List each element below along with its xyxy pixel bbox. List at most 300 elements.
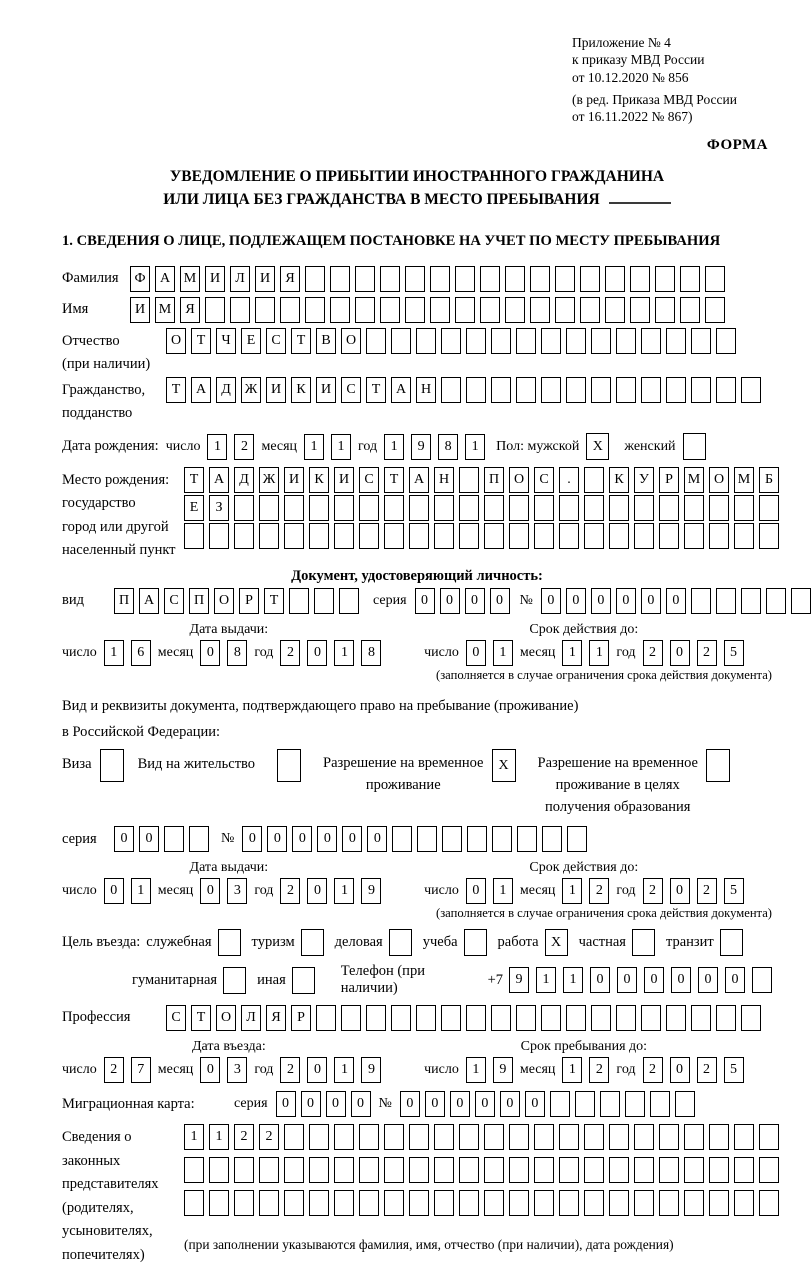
char-box[interactable]: [534, 1157, 554, 1183]
char-box[interactable]: 2: [280, 640, 300, 666]
char-box[interactable]: [301, 929, 324, 956]
char-box[interactable]: 2: [259, 1124, 279, 1150]
char-box[interactable]: [559, 1124, 579, 1150]
char-box[interactable]: 0: [200, 1057, 220, 1083]
char-box[interactable]: [259, 495, 279, 521]
char-box[interactable]: М: [734, 467, 754, 493]
char-box[interactable]: [255, 297, 275, 323]
char-box[interactable]: 0: [644, 967, 664, 993]
char-box[interactable]: Т: [366, 377, 386, 403]
char-box[interactable]: [409, 495, 429, 521]
char-box[interactable]: 0: [104, 878, 124, 904]
char-box[interactable]: О: [709, 467, 729, 493]
char-box[interactable]: [289, 588, 309, 614]
char-box[interactable]: [430, 297, 450, 323]
char-box[interactable]: 0: [465, 588, 485, 614]
char-box[interactable]: 0: [415, 588, 435, 614]
char-box[interactable]: [591, 328, 611, 354]
char-box[interactable]: [355, 297, 375, 323]
char-box[interactable]: С: [166, 1005, 186, 1031]
char-box[interactable]: [650, 1091, 670, 1117]
char-box[interactable]: С: [341, 377, 361, 403]
char-box[interactable]: [516, 1005, 536, 1031]
char-box[interactable]: [359, 495, 379, 521]
char-box[interactable]: 1: [562, 878, 582, 904]
char-box[interactable]: К: [309, 467, 329, 493]
char-box[interactable]: 0: [466, 878, 486, 904]
char-box[interactable]: 5: [724, 640, 744, 666]
char-box[interactable]: [416, 328, 436, 354]
char-box[interactable]: [441, 1005, 461, 1031]
char-box[interactable]: Р: [659, 467, 679, 493]
char-box[interactable]: 0: [590, 967, 610, 993]
char-box[interactable]: [630, 297, 650, 323]
char-box[interactable]: Т: [191, 328, 211, 354]
char-box[interactable]: [659, 1190, 679, 1216]
char-box[interactable]: 0: [307, 878, 327, 904]
char-box[interactable]: Я: [180, 297, 200, 323]
char-box[interactable]: 1: [493, 640, 513, 666]
char-box[interactable]: 9: [361, 878, 381, 904]
char-box[interactable]: [309, 1157, 329, 1183]
char-box[interactable]: [230, 297, 250, 323]
char-box[interactable]: Л: [230, 266, 250, 292]
char-box[interactable]: [741, 377, 761, 403]
char-box[interactable]: [632, 929, 655, 956]
char-box[interactable]: [766, 588, 786, 614]
char-box[interactable]: [277, 749, 301, 782]
char-box[interactable]: 9: [509, 967, 529, 993]
char-box[interactable]: [434, 1190, 454, 1216]
char-box[interactable]: 1: [104, 640, 124, 666]
char-box[interactable]: 0: [541, 588, 561, 614]
char-box[interactable]: [492, 826, 512, 852]
char-box[interactable]: [259, 1190, 279, 1216]
char-box[interactable]: [464, 929, 487, 956]
char-box[interactable]: 0: [440, 588, 460, 614]
char-box[interactable]: [734, 523, 754, 549]
char-box[interactable]: [666, 1005, 686, 1031]
char-box[interactable]: [384, 1190, 404, 1216]
char-box[interactable]: П: [484, 467, 504, 493]
char-box[interactable]: [189, 826, 209, 852]
char-box[interactable]: [709, 495, 729, 521]
char-box[interactable]: [605, 266, 625, 292]
char-box[interactable]: [209, 1190, 229, 1216]
char-box[interactable]: [234, 523, 254, 549]
char-box[interactable]: [680, 297, 700, 323]
char-box[interactable]: [734, 1157, 754, 1183]
char-box[interactable]: [555, 297, 575, 323]
char-box[interactable]: [706, 749, 730, 782]
char-box[interactable]: 2: [589, 878, 609, 904]
char-box[interactable]: [330, 297, 350, 323]
char-box[interactable]: [534, 495, 554, 521]
char-box[interactable]: 0: [367, 826, 387, 852]
char-box[interactable]: 2: [104, 1057, 124, 1083]
char-box[interactable]: М: [684, 467, 704, 493]
char-box[interactable]: [609, 523, 629, 549]
char-box[interactable]: [559, 1190, 579, 1216]
char-box[interactable]: [484, 1124, 504, 1150]
char-box[interactable]: [584, 1124, 604, 1150]
char-box[interactable]: 0: [566, 588, 586, 614]
char-box[interactable]: 0: [139, 826, 159, 852]
char-box[interactable]: [659, 523, 679, 549]
char-box[interactable]: О: [166, 328, 186, 354]
char-box[interactable]: [575, 1091, 595, 1117]
char-box[interactable]: Я: [280, 266, 300, 292]
char-box[interactable]: [634, 495, 654, 521]
char-box[interactable]: [416, 1005, 436, 1031]
char-box[interactable]: 0: [301, 1091, 321, 1117]
char-box[interactable]: [234, 495, 254, 521]
char-box[interactable]: [720, 929, 743, 956]
char-box[interactable]: 0: [641, 588, 661, 614]
char-box[interactable]: [409, 523, 429, 549]
char-box[interactable]: 0: [342, 826, 362, 852]
char-box[interactable]: [691, 1005, 711, 1031]
char-box[interactable]: [417, 826, 437, 852]
char-box[interactable]: [284, 523, 304, 549]
char-box[interactable]: Д: [234, 467, 254, 493]
char-box[interactable]: X: [492, 749, 516, 782]
char-box[interactable]: И: [334, 467, 354, 493]
char-box[interactable]: 1: [331, 434, 351, 460]
char-box[interactable]: [409, 1190, 429, 1216]
char-box[interactable]: [684, 1190, 704, 1216]
char-box[interactable]: А: [209, 467, 229, 493]
char-box[interactable]: [734, 495, 754, 521]
char-box[interactable]: [559, 1157, 579, 1183]
char-box[interactable]: А: [139, 588, 159, 614]
char-box[interactable]: [259, 523, 279, 549]
char-box[interactable]: [405, 297, 425, 323]
char-box[interactable]: 1: [304, 434, 324, 460]
char-box[interactable]: [434, 1157, 454, 1183]
char-box[interactable]: Т: [384, 467, 404, 493]
char-box[interactable]: [484, 523, 504, 549]
char-box[interactable]: 0: [666, 588, 686, 614]
char-box[interactable]: 2: [589, 1057, 609, 1083]
char-box[interactable]: 8: [227, 640, 247, 666]
char-box[interactable]: 5: [724, 878, 744, 904]
char-box[interactable]: А: [391, 377, 411, 403]
char-box[interactable]: X: [545, 929, 568, 956]
char-box[interactable]: 3: [227, 1057, 247, 1083]
char-box[interactable]: И: [130, 297, 150, 323]
char-box[interactable]: А: [191, 377, 211, 403]
char-box[interactable]: 0: [317, 826, 337, 852]
char-box[interactable]: [541, 1005, 561, 1031]
char-box[interactable]: 0: [351, 1091, 371, 1117]
char-box[interactable]: [359, 523, 379, 549]
char-box[interactable]: [359, 1157, 379, 1183]
char-box[interactable]: [509, 1157, 529, 1183]
char-box[interactable]: С: [534, 467, 554, 493]
char-box[interactable]: И: [316, 377, 336, 403]
char-box[interactable]: 1: [562, 1057, 582, 1083]
char-box[interactable]: [566, 377, 586, 403]
char-box[interactable]: [309, 1190, 329, 1216]
char-box[interactable]: П: [189, 588, 209, 614]
char-box[interactable]: О: [216, 1005, 236, 1031]
char-box[interactable]: 0: [490, 588, 510, 614]
char-box[interactable]: [509, 1124, 529, 1150]
char-box[interactable]: [314, 588, 334, 614]
char-box[interactable]: Т: [191, 1005, 211, 1031]
char-box[interactable]: [184, 1157, 204, 1183]
char-box[interactable]: [516, 328, 536, 354]
char-box[interactable]: [741, 588, 761, 614]
char-box[interactable]: [559, 495, 579, 521]
char-box[interactable]: [684, 1124, 704, 1150]
char-box[interactable]: [641, 1005, 661, 1031]
char-box[interactable]: [691, 377, 711, 403]
char-box[interactable]: [616, 1005, 636, 1031]
char-box[interactable]: [734, 1190, 754, 1216]
char-box[interactable]: [491, 377, 511, 403]
char-box[interactable]: Ж: [259, 467, 279, 493]
char-box[interactable]: [505, 297, 525, 323]
char-box[interactable]: 0: [307, 1057, 327, 1083]
char-box[interactable]: Н: [434, 467, 454, 493]
char-box[interactable]: [616, 377, 636, 403]
char-box[interactable]: [584, 467, 604, 493]
char-box[interactable]: Т: [184, 467, 204, 493]
char-box[interactable]: [284, 1190, 304, 1216]
char-box[interactable]: [434, 1124, 454, 1150]
char-box[interactable]: X: [586, 433, 609, 460]
char-box[interactable]: 9: [411, 434, 431, 460]
char-box[interactable]: [709, 523, 729, 549]
char-box[interactable]: 0: [591, 588, 611, 614]
char-box[interactable]: [684, 523, 704, 549]
char-box[interactable]: С: [359, 467, 379, 493]
char-box[interactable]: 2: [234, 434, 254, 460]
char-box[interactable]: [709, 1190, 729, 1216]
char-box[interactable]: [683, 433, 706, 460]
char-box[interactable]: [584, 495, 604, 521]
char-box[interactable]: [391, 328, 411, 354]
char-box[interactable]: 0: [466, 640, 486, 666]
char-box[interactable]: [634, 1124, 654, 1150]
char-box[interactable]: [484, 495, 504, 521]
char-box[interactable]: 6: [131, 640, 151, 666]
char-box[interactable]: [466, 328, 486, 354]
char-box[interactable]: [184, 1190, 204, 1216]
char-box[interactable]: [309, 495, 329, 521]
char-box[interactable]: [334, 1157, 354, 1183]
char-box[interactable]: [205, 297, 225, 323]
char-box[interactable]: 1: [184, 1124, 204, 1150]
char-box[interactable]: [305, 297, 325, 323]
char-box[interactable]: 0: [475, 1091, 495, 1117]
char-box[interactable]: [455, 297, 475, 323]
char-box[interactable]: З: [209, 495, 229, 521]
char-box[interactable]: М: [155, 297, 175, 323]
char-box[interactable]: [634, 523, 654, 549]
char-box[interactable]: [209, 1157, 229, 1183]
char-box[interactable]: 0: [326, 1091, 346, 1117]
char-box[interactable]: [234, 1157, 254, 1183]
char-box[interactable]: 0: [617, 967, 637, 993]
char-box[interactable]: [759, 1157, 779, 1183]
char-box[interactable]: И: [255, 266, 275, 292]
char-box[interactable]: [316, 1005, 336, 1031]
char-box[interactable]: [625, 1091, 645, 1117]
char-box[interactable]: [584, 1157, 604, 1183]
char-box[interactable]: [380, 266, 400, 292]
char-box[interactable]: 2: [643, 640, 663, 666]
char-box[interactable]: [675, 1091, 695, 1117]
char-box[interactable]: 1: [334, 1057, 354, 1083]
char-box[interactable]: Е: [184, 495, 204, 521]
char-box[interactable]: Н: [416, 377, 436, 403]
char-box[interactable]: 1: [334, 640, 354, 666]
char-box[interactable]: [223, 967, 246, 994]
char-box[interactable]: [605, 297, 625, 323]
char-box[interactable]: [655, 297, 675, 323]
char-box[interactable]: [580, 297, 600, 323]
char-box[interactable]: [284, 1157, 304, 1183]
char-box[interactable]: [384, 1157, 404, 1183]
char-box[interactable]: [434, 523, 454, 549]
char-box[interactable]: [534, 1124, 554, 1150]
char-box[interactable]: [392, 826, 412, 852]
char-box[interactable]: [741, 1005, 761, 1031]
char-box[interactable]: О: [214, 588, 234, 614]
char-box[interactable]: [366, 1005, 386, 1031]
char-box[interactable]: [691, 588, 711, 614]
char-box[interactable]: [550, 1091, 570, 1117]
char-box[interactable]: [530, 297, 550, 323]
char-box[interactable]: [516, 377, 536, 403]
char-box[interactable]: [505, 266, 525, 292]
char-box[interactable]: [659, 495, 679, 521]
char-box[interactable]: [616, 328, 636, 354]
char-box[interactable]: [480, 297, 500, 323]
char-box[interactable]: [630, 266, 650, 292]
char-box[interactable]: [409, 1157, 429, 1183]
char-box[interactable]: [164, 826, 184, 852]
char-box[interactable]: 0: [267, 826, 287, 852]
char-box[interactable]: [759, 523, 779, 549]
char-box[interactable]: [584, 1190, 604, 1216]
char-box[interactable]: [734, 1124, 754, 1150]
char-box[interactable]: [584, 523, 604, 549]
char-box[interactable]: [509, 1190, 529, 1216]
char-box[interactable]: [384, 523, 404, 549]
char-box[interactable]: [517, 826, 537, 852]
char-box[interactable]: 3: [227, 878, 247, 904]
char-box[interactable]: 0: [292, 826, 312, 852]
char-box[interactable]: [759, 1190, 779, 1216]
char-box[interactable]: 7: [131, 1057, 151, 1083]
char-box[interactable]: 0: [276, 1091, 296, 1117]
char-box[interactable]: Е: [241, 328, 261, 354]
char-box[interactable]: 8: [438, 434, 458, 460]
char-box[interactable]: [259, 1157, 279, 1183]
char-box[interactable]: 2: [280, 1057, 300, 1083]
char-box[interactable]: [609, 1190, 629, 1216]
char-box[interactable]: [566, 328, 586, 354]
char-box[interactable]: [334, 495, 354, 521]
char-box[interactable]: [534, 523, 554, 549]
char-box[interactable]: [705, 297, 725, 323]
char-box[interactable]: [334, 1124, 354, 1150]
char-box[interactable]: [591, 1005, 611, 1031]
char-box[interactable]: В: [316, 328, 336, 354]
char-box[interactable]: 0: [670, 1057, 690, 1083]
char-box[interactable]: Д: [216, 377, 236, 403]
char-box[interactable]: 9: [361, 1057, 381, 1083]
char-box[interactable]: [752, 967, 772, 993]
char-box[interactable]: [716, 588, 736, 614]
char-box[interactable]: [455, 266, 475, 292]
char-box[interactable]: 1: [589, 640, 609, 666]
char-box[interactable]: 2: [280, 878, 300, 904]
char-box[interactable]: [659, 1157, 679, 1183]
char-box[interactable]: [330, 266, 350, 292]
char-box[interactable]: [684, 1157, 704, 1183]
char-box[interactable]: [184, 523, 204, 549]
char-box[interactable]: [791, 588, 811, 614]
char-box[interactable]: У: [634, 467, 654, 493]
char-box[interactable]: 2: [643, 1057, 663, 1083]
char-box[interactable]: Л: [241, 1005, 261, 1031]
char-box[interactable]: 0: [450, 1091, 470, 1117]
char-box[interactable]: 2: [643, 878, 663, 904]
char-box[interactable]: [480, 266, 500, 292]
char-box[interactable]: [459, 495, 479, 521]
char-box[interactable]: [334, 523, 354, 549]
char-box[interactable]: [759, 1124, 779, 1150]
char-box[interactable]: [305, 266, 325, 292]
char-box[interactable]: 2: [697, 1057, 717, 1083]
char-box[interactable]: Т: [166, 377, 186, 403]
char-box[interactable]: 0: [425, 1091, 445, 1117]
char-box[interactable]: 0: [114, 826, 134, 852]
char-box[interactable]: [641, 328, 661, 354]
char-box[interactable]: [459, 1157, 479, 1183]
char-box[interactable]: М: [180, 266, 200, 292]
char-box[interactable]: 0: [242, 826, 262, 852]
char-box[interactable]: [600, 1091, 620, 1117]
char-box[interactable]: [339, 588, 359, 614]
char-box[interactable]: [234, 1190, 254, 1216]
char-box[interactable]: 0: [525, 1091, 545, 1117]
char-box[interactable]: [655, 266, 675, 292]
char-box[interactable]: [280, 297, 300, 323]
char-box[interactable]: .: [559, 467, 579, 493]
char-box[interactable]: [580, 266, 600, 292]
char-box[interactable]: [284, 495, 304, 521]
char-box[interactable]: А: [155, 266, 175, 292]
char-box[interactable]: [484, 1190, 504, 1216]
char-box[interactable]: 1: [563, 967, 583, 993]
char-box[interactable]: [491, 1005, 511, 1031]
char-box[interactable]: И: [205, 266, 225, 292]
char-box[interactable]: 0: [616, 588, 636, 614]
char-box[interactable]: 1: [384, 434, 404, 460]
char-box[interactable]: [541, 328, 561, 354]
char-box[interactable]: [292, 967, 315, 994]
char-box[interactable]: [218, 929, 241, 956]
char-box[interactable]: [684, 495, 704, 521]
char-box[interactable]: 1: [465, 434, 485, 460]
char-box[interactable]: Т: [291, 328, 311, 354]
